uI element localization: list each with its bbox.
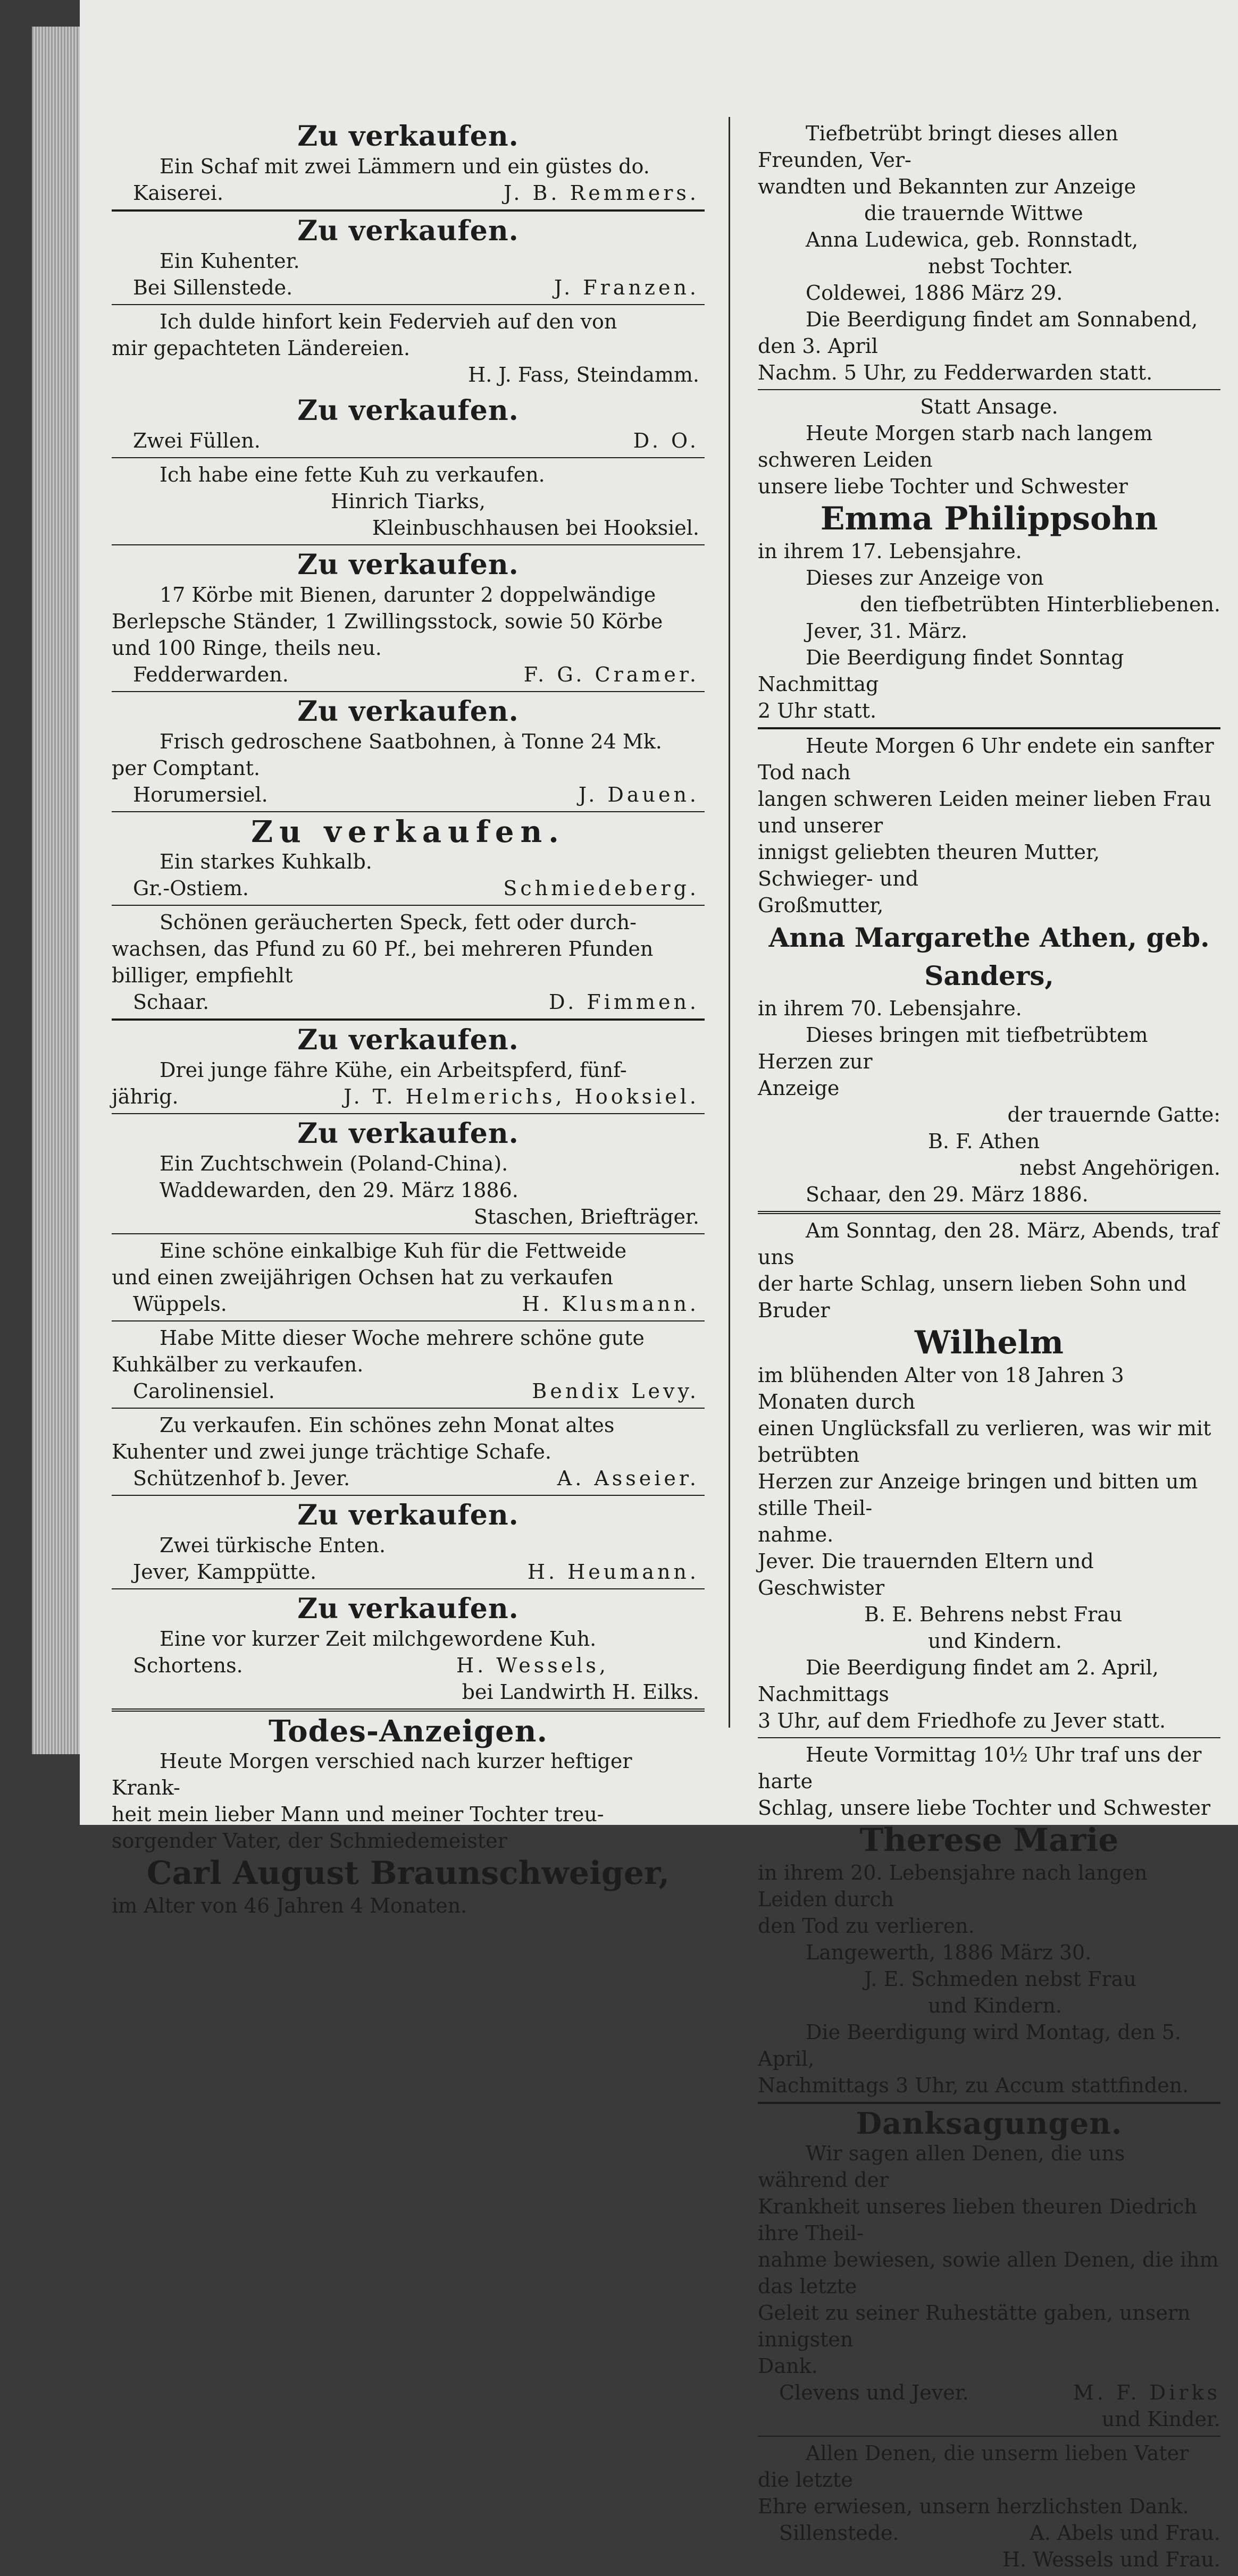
ad-signature: D. O. [633, 429, 699, 452]
ad-place: jährig. [112, 1085, 179, 1108]
ad-text: Eine vor kurzer Zeit milchgewordene Kuh. [160, 1627, 597, 1651]
ad-heumann [112, 1496, 705, 1589]
ad-signature: H. Heumann. [527, 1560, 699, 1584]
deceased-name: Carl August Braunschweiger, [146, 1855, 670, 1892]
ad-text: Frisch gedroschene Saatbohnen, à Tonne 24 Mk. [160, 730, 662, 753]
ad-signature: D. Fimmen. [549, 990, 699, 1014]
ad-remmers [112, 117, 705, 212]
ad-schmiedeberg [112, 812, 705, 906]
ad-text: Schönen geräucherten Speck, fett oder durch- [160, 911, 637, 934]
ad-staschen [112, 1114, 705, 1234]
notice-signature: B. F. Athen [928, 1130, 1040, 1153]
notice-signature: Anna Ludewica, geb. Ronnstadt, [806, 228, 1139, 251]
ad-fass [112, 305, 705, 391]
notice-text: Statt Ansage. [920, 395, 1058, 418]
notice-signature: und Kinder. [1101, 2407, 1220, 2431]
notice-text: Schlag, unsere liebe Tochter und Schwester [758, 1796, 1211, 1820]
notice-text: Heute Morgen verschied nach kurzer heftiger Krank- [112, 1749, 632, 1799]
ad-signature: Schmiedeberg. [503, 877, 699, 900]
column-divider [729, 117, 730, 1728]
notice-text: Heute Vormittag 10½ Uhr traf uns der harte [758, 1743, 1202, 1793]
notice-text: den Tod zu verlieren. [758, 1914, 975, 1938]
ad-signature: F. G. Cramer. [523, 663, 699, 686]
ad-text: Ein Kuhenter. [160, 249, 300, 273]
ad-title: Zu verkaufen. [251, 814, 565, 849]
left-column [112, 117, 705, 1922]
ad-signature: H. Klusmann. [522, 1292, 699, 1316]
notice-text: Anzeige [758, 1076, 840, 1100]
ad-text: Zwei türkische Enten. [160, 1534, 386, 1557]
ad-text: und 100 Ringe, theils neu. [112, 636, 382, 660]
ad-signature: J. B. Remmers. [504, 181, 699, 205]
notice-signature: H. Wessels und Frau. [1002, 2548, 1220, 2571]
notice-place: Clevens und Jever. [779, 2381, 969, 2404]
notice-date: Coldewei, 1886 März 29. [806, 281, 1063, 305]
ad-title: Zu verkaufen. [297, 394, 519, 427]
notice-text: Ehre erwiesen, unsern herzlichsten Dank. [758, 2495, 1189, 2518]
ad-text: wachsen, das Pfund zu 60 Pf., bei mehreren Pfunden [112, 937, 654, 961]
ad-title: Zu verkaufen. [297, 1593, 519, 1625]
ad-signature: H. J. Fass, Steindamm. [468, 363, 699, 386]
notice-text: Heute Morgen starb nach langem schweren Leiden [758, 422, 1153, 472]
notice-text: Tiefbetrübt bringt dieses allen Freunden, Ver- [758, 122, 1118, 172]
notice-signature: nebst Tochter. [928, 255, 1073, 278]
ad-place: Fedderwarden. [133, 663, 289, 686]
ad-title: Zu verkaufen. [297, 120, 519, 153]
notice-text: Geleit zu seiner Ruhestätte gaben, unsern innigsten [758, 2301, 1191, 2351]
ad-text: Zu verkaufen. Ein schönes zehn Monat altes [160, 1413, 615, 1437]
notice-text: Nachmittags 3 Uhr, zu Accum stattfinden. [758, 2074, 1189, 2097]
notice-text: 2 Uhr statt. [758, 699, 877, 722]
ad-title: Zu verkaufen. [297, 1024, 519, 1056]
death-notices [112, 1712, 705, 1922]
notice-text: in ihrem 70. Lebensjahre. [758, 997, 1022, 1020]
notice-signature: nebst Angehörigen. [1019, 1156, 1220, 1180]
notice-text: Die Beerdigung findet am 2. April, Nachmittags [758, 1656, 1159, 1706]
ad-text: Kuhkälber zu verkaufen. [112, 1353, 364, 1376]
ad-signature: J. T. Helmerichs, Hooksiel. [344, 1085, 699, 1108]
notice-date: Schaar, den 29. März 1886. [806, 1183, 1089, 1206]
notice-text: 3 Uhr, auf dem Friedhofe zu Jever statt. [758, 1709, 1166, 1732]
ad-text: per Comptant. [112, 756, 261, 780]
ad-signature: A. Asseier. [557, 1467, 699, 1490]
ad-signature: J. Dauen. [578, 783, 699, 806]
notice-date: Langewerth, 1886 März 30. [806, 1941, 1092, 1964]
notice-signature: A. Abels und Frau. [1030, 2521, 1220, 2545]
notice-text: unsere liebe Tochter und Schwester [758, 475, 1128, 498]
ad-text: Kuhenter und zwei junge trächtige Schafe. [112, 1440, 551, 1463]
section-title: Todes-Anzeigen. [268, 1714, 548, 1749]
notice-text: Krankheit unseres lieben theuren Diedrich ihre Theil- [758, 2195, 1197, 2245]
notice-date: Jever, 31. März. [806, 619, 968, 643]
notice-signature: und Kindern. [928, 1994, 1062, 2017]
ad-place: Horumersiel. [133, 783, 268, 806]
ad-title: Zu verkaufen. [297, 215, 519, 247]
ad-title: Zu verkaufen. [297, 1117, 519, 1150]
ad-wessels [112, 1589, 705, 1712]
notice-text: Heute Morgen 6 Uhr endete ein sanfter Tod nach [758, 734, 1214, 784]
notice-signature: J. E. Schmeden nebst Frau [864, 1967, 1136, 1991]
ad-asseier [112, 1409, 705, 1496]
deceased-name: Emma Philippsohn [820, 500, 1158, 537]
notice-text: nahme. [758, 1523, 834, 1546]
notice-philippsohn [758, 390, 1220, 729]
ad-text: Ich dulde hinfort kein Federvieh auf den von [160, 310, 617, 333]
ad-place: Schortens. [133, 1654, 243, 1677]
notice-text: nahme bewiesen, sowie allen Denen, die ihm das letzte [758, 2248, 1219, 2298]
notice-text: in ihrem 17. Lebensjahre. [758, 540, 1022, 563]
ad-text: Waddewarden, den 29. März 1886. [160, 1178, 518, 1202]
notice-ludewica [758, 117, 1220, 390]
deceased-name: Anna Margarethe Athen, geb. Sanders, [768, 922, 1210, 991]
ad-text: Berlepsche Ständer, 1 Zwillingsstock, sowie 50 Körbe [112, 610, 663, 633]
ad-dauen [112, 692, 705, 812]
ad-text: 17 Körbe mit Bienen, darunter 2 doppelwändige [160, 583, 656, 607]
ad-signature: Staschen, Briefträger. [473, 1205, 699, 1228]
notice-text: Die Beerdigung findet am Sonnabend, den 3. April [758, 308, 1198, 358]
ad-place: Gr.-Ostiem. [133, 877, 249, 900]
notice-text: Nachm. 5 Uhr, zu Fedderwarden statt. [758, 361, 1153, 384]
ad-place: Carolinensiel. [133, 1379, 275, 1403]
ad-klusmann [112, 1234, 705, 1321]
notice-signature: und Kindern. [928, 1629, 1062, 1653]
notice-place: Sillenstede. [779, 2521, 899, 2545]
notice-text: Wir sagen allen Denen, die uns während der [758, 2142, 1125, 2192]
notice-athen [758, 729, 1220, 1214]
notice-text: Dank. [758, 2354, 818, 2378]
notice-text: den tiefbetrübten Hinterbliebenen. [860, 593, 1220, 616]
ad-text: Ein Zuchtschwein (Poland-China). [160, 1152, 508, 1175]
notice-text: der harte Schlag, unsern lieben Sohn und Bruder [758, 1272, 1187, 1322]
ad-helmerichs [112, 1021, 705, 1114]
ad-text: Ein starkes Kuhkalb. [160, 850, 372, 873]
ad-text: Ein Schaf mit zwei Lämmern und ein güstes do. [160, 155, 650, 178]
ad-text: Eine schöne einkalbige Kuh für die Fettweide [160, 1239, 627, 1262]
ad-tiarks [112, 458, 705, 545]
ad-cramer [112, 545, 705, 692]
notice-text: Allen Denen, die unserm lieben Vater die letzte [758, 2442, 1189, 2491]
notice-text: in ihrem 20. Lebensjahre nach langen Leiden durch [758, 1861, 1148, 1911]
notice-signature: der trauernde Gatte: [1007, 1103, 1220, 1126]
notice-text: Dieses bringen mit tiefbetrübtem Herzen zur [758, 1023, 1148, 1073]
ad-text: Zwei Füllen. [133, 429, 261, 452]
ad-franzen [112, 212, 705, 305]
ad-title: Zu verkaufen. [297, 695, 519, 728]
notice-text: im Alter von 46 Jahren 4 Monaten. [112, 1894, 467, 1917]
ad-text: Habe Mitte dieser Woche mehrere schöne gute [160, 1326, 645, 1350]
ad-signature: bei Landwirth H. Eilks. [462, 1680, 699, 1704]
ad-signature: Hinrich Tiarks, [331, 490, 486, 513]
notice-text: Jever. Die trauernden Eltern und Geschwister [758, 1550, 1094, 1600]
notice-text: innigst geliebten theuren Mutter, Schwieger- und [758, 840, 1100, 890]
notice-schmeden [758, 1738, 1220, 2104]
deceased-name: Wilhelm [915, 1324, 1064, 1361]
ad-text: billiger, empfiehlt [112, 964, 293, 987]
ad-place: Schaar. [133, 990, 210, 1014]
ad-title: Zu verkaufen. [297, 549, 519, 581]
ad-place: Kaiserei. [133, 181, 224, 205]
notice-dirks [758, 2104, 1220, 2437]
notice-text: Herzen zur Anzeige bringen und bitten um stille Theil- [758, 1470, 1198, 1520]
ad-text: und einen zweijährigen Ochsen hat zu verkaufen [112, 1266, 614, 1289]
notice-text: Dieses zur Anzeige von [806, 566, 1044, 590]
section-title: Danksagungen. [856, 2106, 1123, 2141]
notice-behrens [758, 1214, 1220, 1738]
ad-fimmen [112, 906, 705, 1021]
ad-title: Zu verkaufen. [297, 1499, 519, 1531]
ad-place: Wüppels. [133, 1292, 227, 1316]
notice-text: wandten und Bekannten zur Anzeige [758, 175, 1136, 198]
notice-text: Großmutter, [758, 894, 884, 917]
notice-text: Am Sonntag, den 28. März, Abends, traf uns [758, 1219, 1219, 1269]
notice-abels [758, 2437, 1220, 2576]
ad-signature: H. Wessels, [456, 1654, 609, 1677]
notice-text: einen Unglücksfall zu verlieren, was wir mit betrübten [758, 1417, 1211, 1467]
notice-text: Die Beerdigung findet Sonntag Nachmittag [758, 646, 1124, 696]
ad-signature: J. Franzen. [554, 276, 699, 299]
ad-place: Kleinbuschhausen bei Hooksiel. [372, 516, 699, 540]
notice-text: Die Beerdigung wird Montag, den 5. April, [758, 2021, 1181, 2070]
ad-text: mir gepachteten Ländereien. [112, 336, 411, 360]
ad-place: Bei Sillenstede. [133, 276, 293, 299]
notice-signature: M. F. Dirks [1073, 2381, 1220, 2404]
ad-text: Ich habe eine fette Kuh zu verkaufen. [160, 463, 545, 486]
notice-text: langen schweren Leiden meiner lieben Frau und unserer [758, 787, 1212, 837]
ad-levy [112, 1321, 705, 1409]
deceased-name: Therese Marie [859, 1822, 1119, 1859]
ad-place: Jever, Kamppütte. [133, 1560, 317, 1584]
ad-do [112, 391, 705, 458]
notice-text: im blühenden Alter von 18 Jahren 3 Monaten durch [758, 1363, 1124, 1413]
ad-text: Drei junge fähre Kühe, ein Arbeitspferd, fünf- [160, 1058, 627, 1082]
notice-text: die trauernde Wittwe [864, 201, 1083, 225]
ad-signature: Bendix Levy. [532, 1379, 699, 1403]
notice-signature: B. E. Behrens nebst Frau [864, 1603, 1123, 1626]
right-column [758, 117, 1220, 2576]
notice-text: heit mein lieber Mann und meiner Tochter treu- [112, 1803, 604, 1826]
ad-place: Schützenhof b. Jever. [133, 1467, 350, 1490]
notice-text: sorgender Vater, der Schmiedemeister [112, 1829, 507, 1853]
